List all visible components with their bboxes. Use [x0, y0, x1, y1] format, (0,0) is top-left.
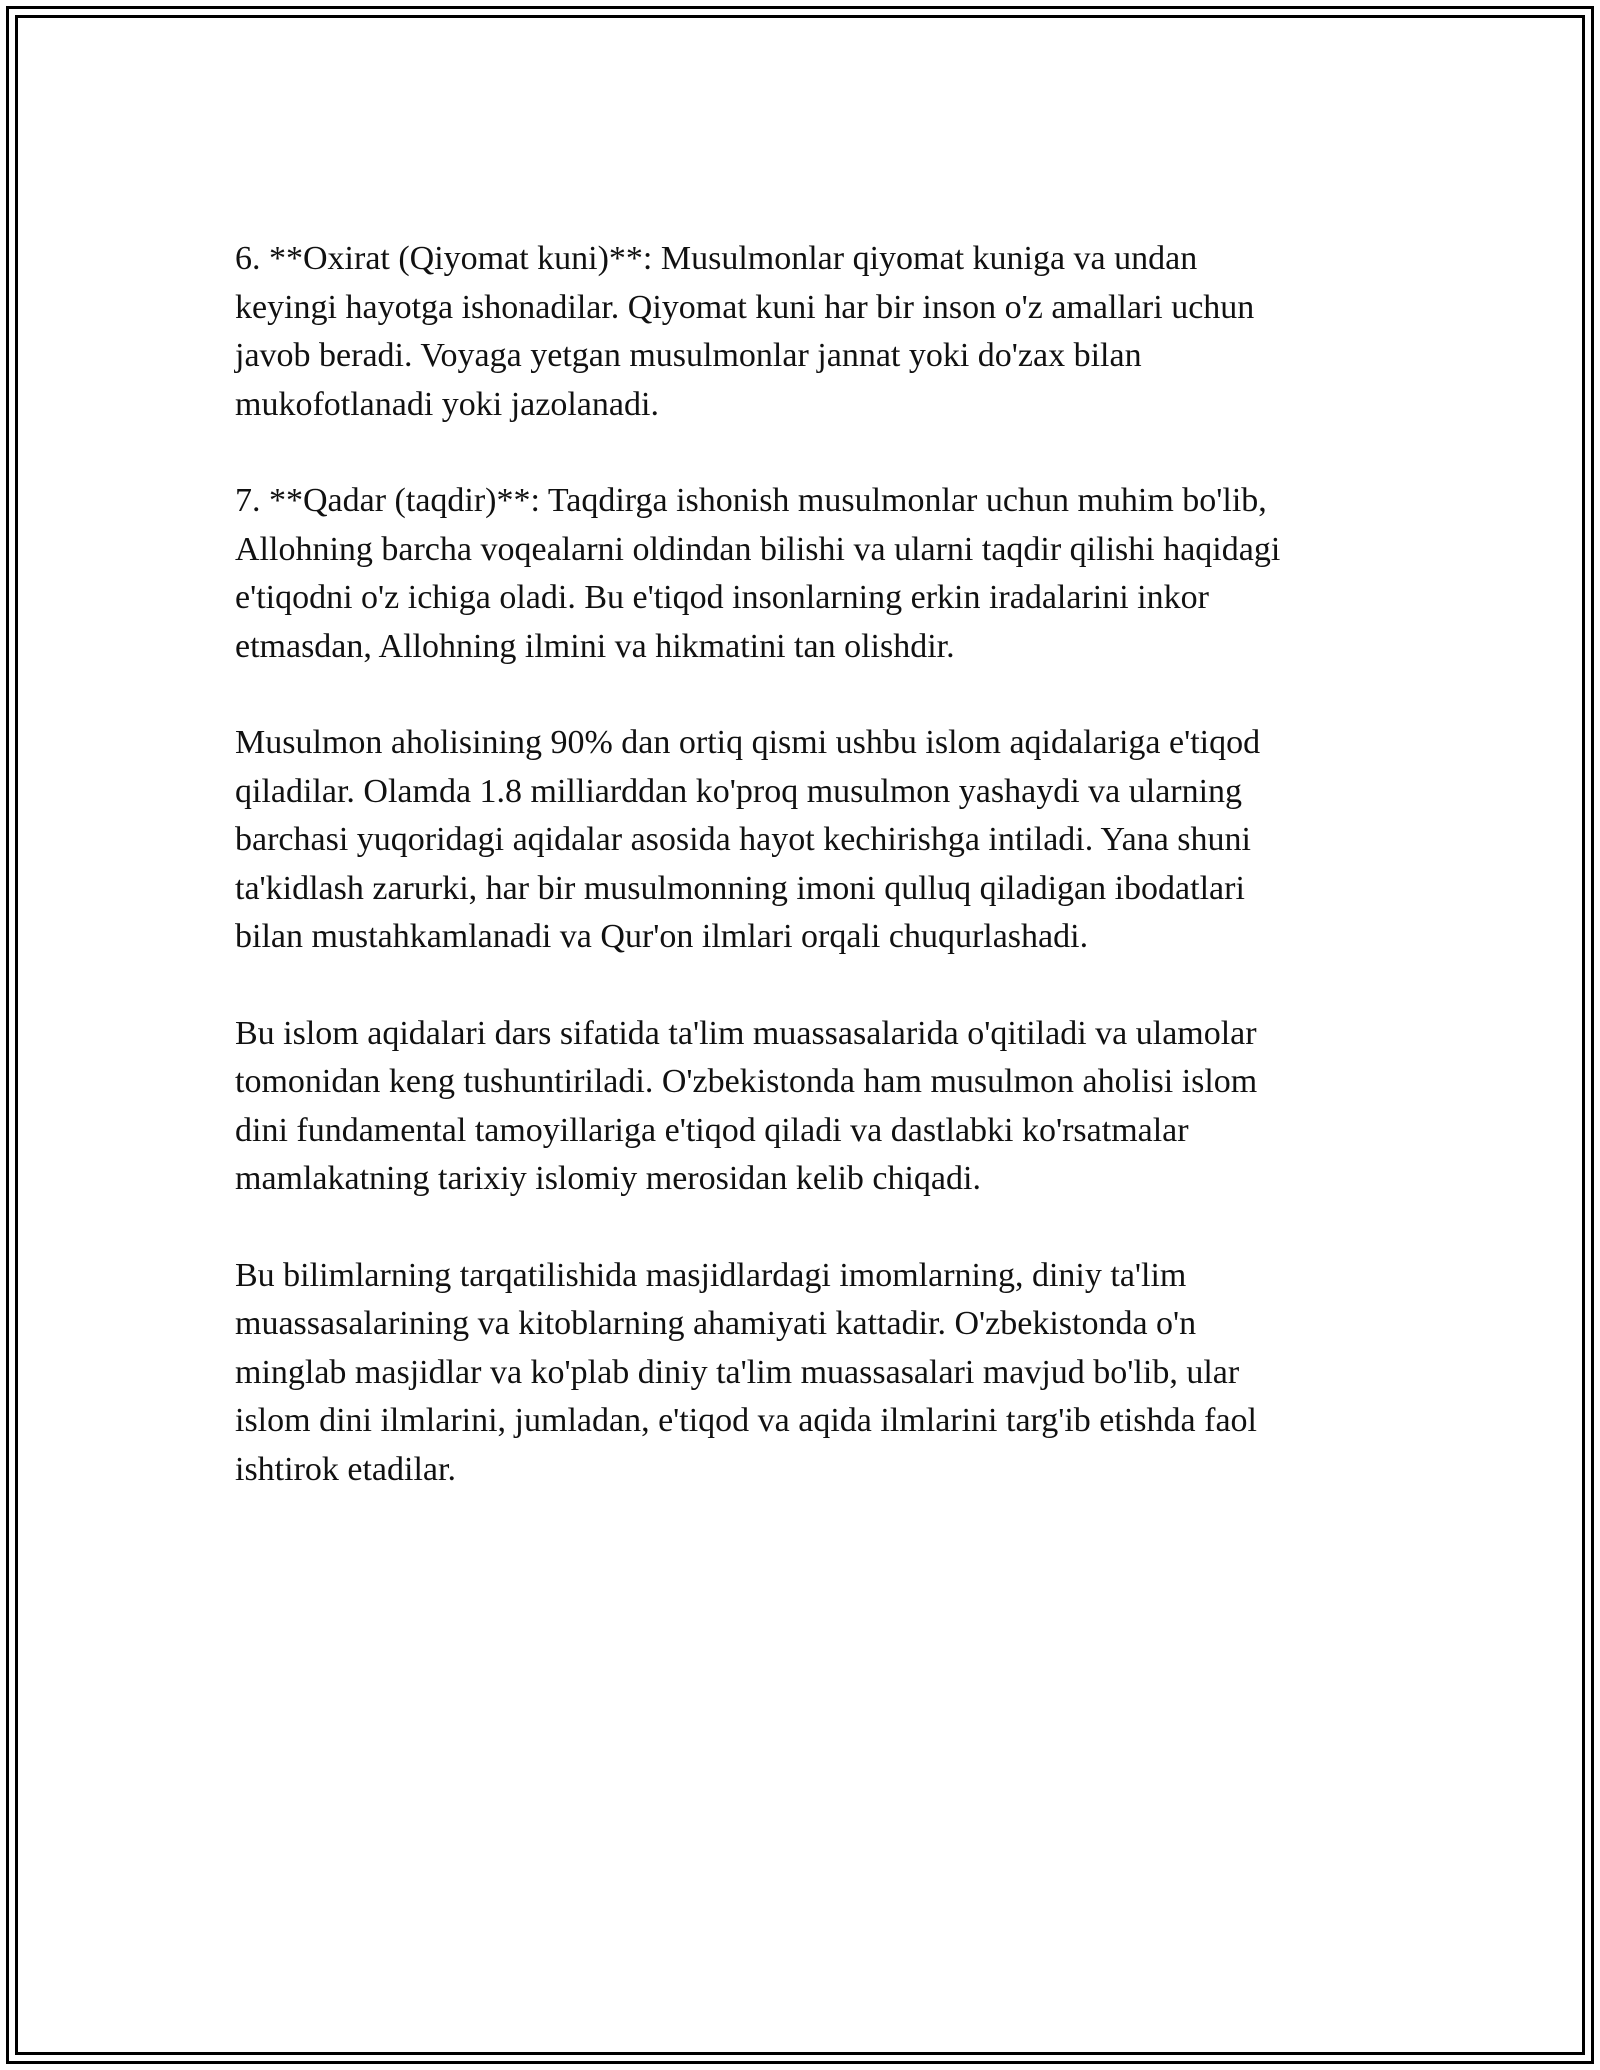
paragraph-line: dini fundamental tamoyillariga e'tiqod qiladi va dastlabki ko'rsatmalar — [235, 1111, 1189, 1149]
paragraph-line: 7. **Qadar (taqdir)**: Taqdirga ishonish musulmonlar uchun muhim bo'lib, — [235, 482, 1267, 519]
paragraph-mosques — [235, 1252, 1375, 1495]
paragraph-line: Musulmon aholisining 90% dan ortiq qismi ushbu islom aqidalariga e'tiqod — [235, 724, 1261, 761]
paragraph-line: barchasi yuqoridagi aqidalar asosida hayot kechirishga intiladi. Yana shuni — [235, 821, 1251, 858]
paragraph-line: Bu islom aqidalari dars sifatida ta'lim muassasalarida o'qitiladi va ulamolar — [235, 1014, 1257, 1052]
paragraph-line: ishtirok etadilar. — [235, 1450, 456, 1488]
paragraph-line: bilan mustahkamlanadi va Qur'on ilmlari orqali chuqurlashadi. — [235, 918, 1089, 955]
paragraph-line: muassasalarining va kitoblarning ahamiyati kattadir. O'zbekistonda o'n — [235, 1305, 1197, 1342]
paragraph-line: islom dini ilmlarini, jumladan, e'tiqod va aqida ilmlarini targ'ib etishda faol — [235, 1402, 1257, 1439]
paragraph-line: javob beradi. Voyaga yetgan musulmonlar jannat yoki do'zax bilan — [235, 337, 1142, 374]
paragraph-line: 6. **Oxirat (Qiyomat kuni)**: Musulmonlar qiyomat kuniga va undan — [235, 240, 1198, 277]
paragraph-line: minglab masjidlar va ko'plab diniy ta'lim muassasalari mavjud bo'lib, ular — [235, 1353, 1240, 1391]
paragraph-line: tomonidan keng tushuntiriladi. O'zbekistonda ham musulmon aholisi islom — [235, 1063, 1258, 1100]
paragraph-line: Bu bilimlarning tarqatilishida masjidlardagi imomlarning, diniy ta'lim — [235, 1256, 1187, 1294]
paragraph-line: mukofotlanadi yoki jazolanadi. — [235, 385, 659, 423]
paragraph-line: etmasdan, Allohning ilmini va hikmatini tan olishdir. — [235, 627, 955, 665]
paragraph-line: Allohning barcha voqealarni oldindan bilishi va ularni taqdir qilishi haqidagi — [235, 530, 1281, 568]
paragraph-line: mamlakatning tarixiy islomiy merosidan kelib chiqadi. — [235, 1160, 981, 1197]
paragraph-line: e'tiqodni o'z ichiga oladi. Bu e'tiqod insonlarning erkin iradalarini inkor — [235, 579, 1209, 616]
paragraph-education — [235, 1010, 1375, 1204]
paragraph-population — [235, 719, 1375, 962]
paragraph-oxirat — [235, 235, 1375, 429]
paragraph-line: qiladilar. Olamda 1.8 milliarddan ko'proq musulmon yashaydi va ularning — [235, 772, 1243, 810]
paragraph-line: ta'kidlash zarurki, har bir musulmonning imoni qulluq qiladigan ibodatlari — [235, 869, 1245, 907]
document-body — [235, 235, 1375, 1542]
paragraph-line: keyingi hayotga ishonadilar. Qiyomat kuni har bir inson o'z amallari uchun — [235, 288, 1255, 326]
paragraph-qadar — [235, 477, 1375, 671]
